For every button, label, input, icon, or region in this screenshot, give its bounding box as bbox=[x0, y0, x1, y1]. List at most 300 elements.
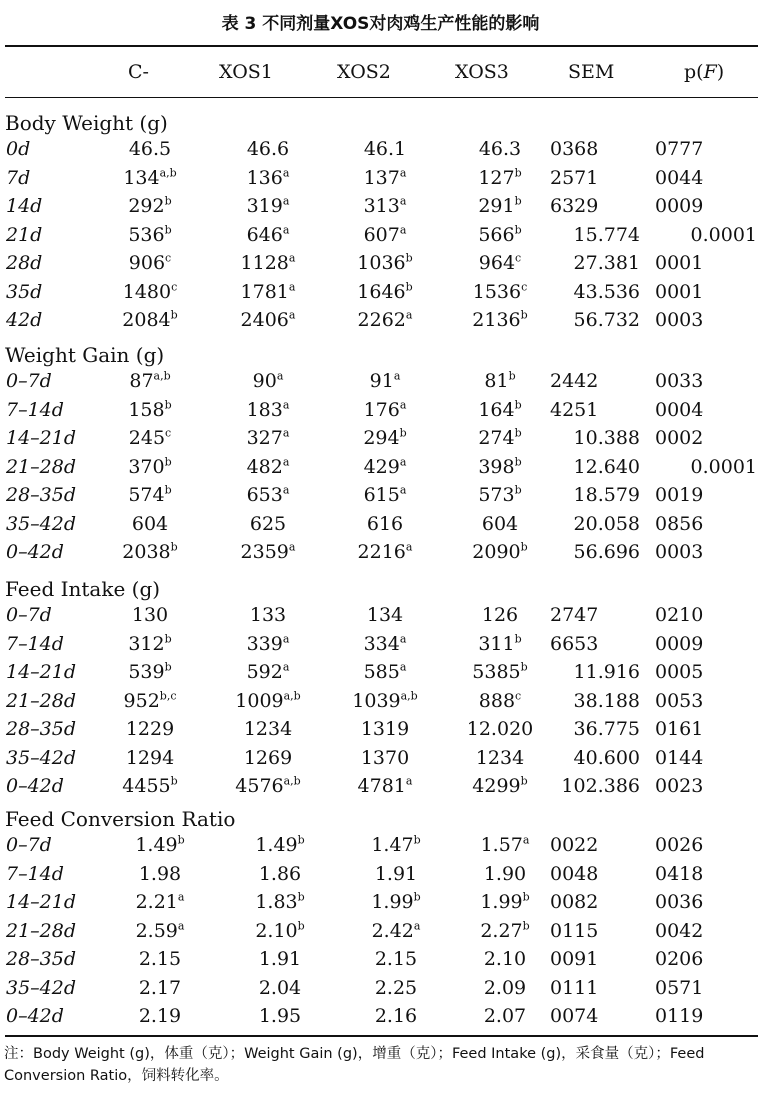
row-label: 28d bbox=[6, 252, 43, 274]
p-value-cell: 0206 bbox=[655, 948, 704, 970]
data-cell bbox=[250, 601, 286, 629]
data-cell bbox=[358, 772, 413, 800]
sem-cell: 4251 bbox=[550, 398, 599, 421]
data-cell bbox=[484, 860, 526, 888]
cell-value: 5385 bbox=[472, 661, 521, 683]
header-xos1: XOS1 bbox=[219, 61, 273, 83]
top-rule bbox=[5, 45, 758, 47]
data-cell bbox=[478, 630, 521, 658]
header-xos3: XOS3 bbox=[455, 61, 509, 83]
cell-value: 2.17 bbox=[138, 976, 182, 999]
table-row bbox=[0, 538, 761, 566]
data-cell bbox=[467, 715, 533, 743]
significance-superscript: b bbox=[508, 369, 516, 383]
section-title: Feed Conversion Ratio bbox=[5, 807, 236, 831]
data-cell bbox=[122, 772, 177, 800]
significance-superscript: b bbox=[514, 632, 522, 646]
cell-value: 2.10 bbox=[483, 948, 527, 970]
data-cell bbox=[259, 945, 301, 973]
data-cell bbox=[255, 831, 304, 859]
data-cell bbox=[250, 510, 286, 538]
table-row bbox=[0, 135, 761, 163]
data-cell bbox=[478, 164, 521, 192]
significance-superscript: a bbox=[177, 890, 185, 904]
cell-value: 127 bbox=[478, 166, 515, 189]
data-cell bbox=[479, 249, 521, 277]
table-caption: 表 3 不同剂量XOS对肉鸡生产性能的影响 bbox=[221, 14, 540, 34]
significance-superscript: a bbox=[522, 833, 530, 847]
cell-value: 539 bbox=[128, 661, 165, 683]
cell-value: 130 bbox=[131, 604, 169, 626]
significance-superscript: a bbox=[413, 919, 421, 933]
cell-value: 2.59 bbox=[135, 919, 178, 942]
section-header bbox=[0, 109, 761, 137]
cell-value: 2.25 bbox=[374, 976, 418, 999]
cell-value: 4455 bbox=[122, 775, 171, 797]
p-value-cell: 0418 bbox=[655, 862, 704, 885]
table-row bbox=[0, 510, 761, 538]
cell-value: 1370 bbox=[360, 746, 410, 769]
significance-superscript: b bbox=[413, 833, 421, 847]
significance-superscript: a bbox=[177, 919, 185, 933]
significance-superscript: b bbox=[164, 483, 172, 497]
significance-superscript: a bbox=[405, 540, 413, 554]
p-value-cell: 0.0001 bbox=[690, 223, 757, 246]
significance-superscript: a bbox=[399, 166, 407, 180]
p-value-cell: 0777 bbox=[655, 138, 704, 160]
data-cell bbox=[241, 278, 296, 306]
cell-value: 2262 bbox=[357, 309, 406, 331]
significance-superscript: a bbox=[399, 194, 407, 208]
data-cell bbox=[247, 164, 290, 192]
cell-value: 1009 bbox=[235, 689, 284, 712]
data-cell bbox=[482, 601, 518, 629]
significance-superscript: a bbox=[282, 660, 290, 674]
cell-value: 2359 bbox=[240, 541, 289, 563]
table-row bbox=[0, 687, 761, 715]
significance-superscript: c bbox=[515, 689, 522, 703]
data-cell bbox=[126, 715, 174, 743]
data-cell bbox=[247, 630, 290, 658]
table-row bbox=[0, 453, 761, 481]
sem-cell: 0048 bbox=[550, 862, 599, 885]
data-cell bbox=[364, 396, 407, 424]
significance-superscript: b bbox=[297, 890, 305, 904]
data-cell bbox=[478, 481, 521, 509]
table-row bbox=[0, 831, 761, 859]
significance-superscript: b,c bbox=[159, 689, 177, 703]
data-cell bbox=[244, 744, 292, 772]
significance-superscript: b bbox=[164, 223, 172, 237]
row-label: 21–28d bbox=[6, 455, 77, 478]
table-row bbox=[0, 974, 761, 1002]
table-row bbox=[0, 367, 761, 395]
data-cell bbox=[480, 917, 529, 945]
data-cell bbox=[476, 744, 524, 772]
cell-value: 604 bbox=[481, 512, 519, 535]
cell-value: 625 bbox=[249, 512, 287, 535]
table-row bbox=[0, 744, 761, 772]
cell-value: 1781 bbox=[240, 280, 289, 303]
sem-cell: 40.600 bbox=[573, 746, 640, 769]
data-cell bbox=[364, 135, 406, 163]
section-title: Body Weight (g) bbox=[5, 111, 168, 135]
table-row bbox=[0, 772, 761, 800]
cell-value: 2406 bbox=[240, 309, 289, 331]
cell-value: 334 bbox=[363, 632, 400, 655]
cell-value: 585 bbox=[363, 661, 400, 683]
p-value-cell: 0036 bbox=[655, 891, 704, 913]
cell-value: 46.6 bbox=[246, 138, 290, 160]
header-p-f: p(F) bbox=[684, 61, 725, 83]
cell-value: 319 bbox=[246, 195, 283, 217]
significance-superscript: a bbox=[282, 223, 290, 237]
cell-value: 294 bbox=[363, 427, 400, 449]
data-cell bbox=[139, 974, 181, 1002]
cell-value: 604 bbox=[131, 512, 169, 535]
data-cell bbox=[235, 772, 300, 800]
significance-superscript: b bbox=[170, 540, 178, 554]
cell-value: 81 bbox=[484, 370, 509, 392]
cell-value: 566 bbox=[478, 223, 515, 246]
significance-superscript: a bbox=[399, 660, 407, 674]
p-value-cell: 0053 bbox=[655, 689, 704, 712]
data-cell bbox=[481, 831, 530, 859]
data-cell bbox=[128, 396, 171, 424]
significance-superscript: a bbox=[405, 308, 413, 322]
p-value-cell: 0161 bbox=[655, 718, 704, 740]
sem-cell: 18.579 bbox=[573, 484, 640, 506]
p-value-cell: 0044 bbox=[655, 166, 704, 189]
row-label: 7–14d bbox=[6, 862, 64, 885]
cell-value: 2090 bbox=[472, 541, 521, 563]
data-cell bbox=[484, 367, 515, 395]
data-cell bbox=[128, 630, 171, 658]
data-cell bbox=[235, 687, 300, 715]
table-row bbox=[0, 306, 761, 334]
data-cell bbox=[128, 453, 171, 481]
cell-value: 327 bbox=[246, 427, 283, 449]
table-row bbox=[0, 396, 761, 424]
data-cell bbox=[478, 192, 521, 220]
cell-value: 2.10 bbox=[255, 919, 298, 942]
significance-superscript: a,b bbox=[153, 369, 171, 383]
cell-value: 536 bbox=[128, 223, 165, 246]
cell-value: 12.020 bbox=[466, 718, 534, 740]
data-cell bbox=[364, 221, 407, 249]
data-cell bbox=[241, 249, 296, 277]
cell-value: 4781 bbox=[357, 775, 406, 797]
cell-value: 87 bbox=[129, 370, 154, 392]
significance-superscript: b bbox=[514, 398, 522, 412]
cell-value: 133 bbox=[249, 604, 287, 626]
data-cell bbox=[371, 831, 420, 859]
row-label: 0–7d bbox=[6, 370, 52, 392]
table-row bbox=[0, 860, 761, 888]
cell-value: 952 bbox=[123, 689, 160, 712]
cell-value: 1269 bbox=[243, 746, 293, 769]
bottom-rule bbox=[5, 1035, 758, 1037]
p-value-cell: 0033 bbox=[655, 370, 704, 392]
p-value-cell: 0042 bbox=[655, 919, 704, 942]
data-cell bbox=[484, 945, 526, 973]
sem-cell: 12.640 bbox=[573, 455, 640, 478]
cell-value: 2.07 bbox=[483, 1005, 527, 1027]
data-cell bbox=[255, 917, 304, 945]
data-cell bbox=[122, 538, 177, 566]
data-cell bbox=[136, 917, 185, 945]
data-cell bbox=[482, 510, 518, 538]
cell-value: 573 bbox=[478, 484, 515, 506]
p-value-cell: 0144 bbox=[655, 746, 704, 769]
sem-cell: 11.916 bbox=[573, 661, 640, 683]
data-cell bbox=[478, 453, 521, 481]
data-cell bbox=[124, 687, 177, 715]
row-label: 28–35d bbox=[6, 484, 77, 506]
header-sem: SEM bbox=[568, 61, 615, 83]
significance-superscript: a bbox=[282, 632, 290, 646]
cell-value: 2.19 bbox=[138, 1005, 182, 1027]
table-row bbox=[0, 249, 761, 277]
cell-value: 274 bbox=[478, 427, 515, 449]
table-row bbox=[0, 658, 761, 686]
row-label: 14–21d bbox=[6, 427, 77, 449]
significance-superscript: a bbox=[288, 251, 296, 265]
data-cell bbox=[364, 630, 407, 658]
table-row bbox=[0, 424, 761, 452]
sem-cell: 10.388 bbox=[573, 427, 640, 449]
data-cell bbox=[123, 278, 178, 306]
cell-value: 1646 bbox=[357, 280, 406, 303]
data-cell bbox=[259, 974, 301, 1002]
data-cell bbox=[357, 278, 412, 306]
cell-value: 646 bbox=[246, 223, 283, 246]
data-cell bbox=[136, 888, 185, 916]
significance-superscript: a,b bbox=[283, 774, 301, 788]
cell-value: 1.98 bbox=[138, 862, 182, 885]
data-cell bbox=[479, 687, 521, 715]
row-label: 21–28d bbox=[6, 689, 77, 712]
data-cell bbox=[478, 221, 521, 249]
significance-superscript: b bbox=[164, 660, 172, 674]
p-value-cell: 0001 bbox=[655, 252, 704, 274]
data-cell bbox=[247, 453, 290, 481]
sem-cell: 56.732 bbox=[573, 309, 640, 331]
cell-value: 164 bbox=[478, 398, 515, 421]
row-label: 35–42d bbox=[6, 512, 77, 535]
row-label: 28–35d bbox=[6, 718, 77, 740]
cell-value: 311 bbox=[478, 632, 515, 655]
table-row bbox=[0, 945, 761, 973]
significance-superscript: b bbox=[514, 223, 522, 237]
data-cell bbox=[478, 396, 521, 424]
cell-value: 398 bbox=[478, 455, 515, 478]
row-label: 0d bbox=[6, 138, 31, 160]
data-cell bbox=[128, 481, 171, 509]
significance-superscript: b bbox=[170, 308, 178, 322]
row-label: 14–21d bbox=[6, 661, 77, 683]
significance-superscript: b bbox=[297, 833, 305, 847]
significance-superscript: b bbox=[164, 194, 172, 208]
cell-value: 906 bbox=[128, 252, 166, 274]
p-value-cell: 0.0001 bbox=[690, 455, 757, 478]
significance-superscript: b bbox=[164, 455, 172, 469]
significance-superscript: b bbox=[520, 308, 528, 322]
p-value-cell: 0001 bbox=[655, 280, 704, 303]
cell-value: 2216 bbox=[357, 541, 406, 563]
cell-value: 1.91 bbox=[374, 862, 418, 885]
cell-value: 1.90 bbox=[483, 862, 527, 885]
data-cell bbox=[484, 1002, 526, 1030]
table-row bbox=[0, 917, 761, 945]
sem-cell: 0074 bbox=[550, 1005, 599, 1027]
data-cell bbox=[259, 860, 301, 888]
cell-value: 607 bbox=[363, 223, 400, 246]
cell-value: 245 bbox=[128, 427, 166, 449]
significance-superscript: b bbox=[177, 833, 185, 847]
row-label: 0–42d bbox=[6, 775, 64, 797]
data-cell bbox=[128, 221, 171, 249]
cell-value: 291 bbox=[478, 195, 515, 217]
header-c-minus: C- bbox=[128, 61, 149, 83]
significance-superscript: a,b bbox=[283, 689, 301, 703]
data-cell bbox=[364, 192, 407, 220]
data-cell bbox=[132, 601, 168, 629]
data-cell bbox=[364, 481, 407, 509]
sem-cell: 15.774 bbox=[573, 223, 640, 246]
significance-superscript: a bbox=[282, 166, 290, 180]
cell-value: 46.3 bbox=[478, 138, 522, 160]
data-cell bbox=[244, 715, 292, 743]
sem-cell: 56.696 bbox=[573, 541, 640, 563]
significance-superscript: b bbox=[514, 455, 522, 469]
data-cell bbox=[479, 135, 521, 163]
section-title: Feed Intake (g) bbox=[5, 577, 161, 601]
row-label: 35–42d bbox=[6, 746, 77, 769]
cell-value: 888 bbox=[478, 689, 516, 712]
significance-superscript: a bbox=[399, 632, 407, 646]
data-cell bbox=[247, 658, 290, 686]
data-cell bbox=[247, 135, 289, 163]
sem-cell: 36.775 bbox=[573, 718, 640, 740]
data-cell bbox=[370, 367, 401, 395]
cell-value: 2084 bbox=[122, 309, 171, 331]
table-row bbox=[0, 715, 761, 743]
cell-value: 2136 bbox=[472, 309, 521, 331]
significance-superscript: b bbox=[520, 540, 528, 554]
cell-value: 429 bbox=[363, 455, 400, 478]
data-cell bbox=[139, 1002, 181, 1030]
data-cell bbox=[472, 772, 527, 800]
p-value-cell: 0002 bbox=[655, 427, 704, 449]
sem-cell: 0115 bbox=[550, 919, 599, 942]
data-cell bbox=[371, 888, 420, 916]
cell-value: 1229 bbox=[125, 718, 175, 740]
data-cell bbox=[358, 538, 413, 566]
significance-superscript: a bbox=[288, 540, 296, 554]
cell-value: 574 bbox=[128, 484, 165, 506]
sem-cell: 0091 bbox=[550, 948, 599, 970]
cell-value: 339 bbox=[246, 632, 283, 655]
sem-cell: 0368 bbox=[550, 138, 599, 160]
sem-cell: 27.381 bbox=[573, 252, 640, 274]
table-note: 注：Body Weight (g)，体重（克）；Weight Gain (g)，增重（克）；Feed Intake (g)，采食量（克）；Feed Conversion Ratio，饲料转化率。 bbox=[4, 1046, 705, 1084]
row-label: 28–35d bbox=[6, 948, 77, 970]
data-cell bbox=[375, 860, 417, 888]
data-cell bbox=[480, 888, 529, 916]
sem-cell: 38.188 bbox=[573, 689, 640, 712]
data-cell bbox=[361, 715, 409, 743]
p-value-cell: 0019 bbox=[655, 484, 704, 506]
cell-value: 1294 bbox=[125, 746, 175, 769]
cell-value: 1.49 bbox=[135, 834, 178, 856]
data-cell bbox=[122, 306, 177, 334]
significance-superscript: a bbox=[282, 426, 290, 440]
sem-cell: 20.058 bbox=[573, 512, 640, 535]
p-value-cell: 0003 bbox=[655, 541, 704, 563]
data-cell bbox=[128, 658, 171, 686]
cell-value: 482 bbox=[246, 455, 283, 478]
significance-superscript: b bbox=[514, 166, 522, 180]
cell-value: 592 bbox=[246, 661, 283, 683]
cell-value: 1.47 bbox=[371, 834, 414, 856]
significance-superscript: b bbox=[164, 632, 172, 646]
cell-value: 176 bbox=[363, 398, 400, 421]
sem-cell: 0022 bbox=[550, 834, 599, 856]
table-row bbox=[0, 1002, 761, 1030]
cell-value: 312 bbox=[128, 632, 165, 655]
cell-value: 313 bbox=[363, 195, 400, 217]
significance-superscript: b bbox=[520, 660, 528, 674]
p-value-cell: 0026 bbox=[655, 834, 704, 856]
cell-value: 136 bbox=[246, 166, 283, 189]
cell-value: 653 bbox=[246, 484, 283, 506]
significance-superscript: b bbox=[522, 890, 530, 904]
data-cell bbox=[472, 538, 527, 566]
cell-value: 91 bbox=[369, 370, 394, 392]
row-label: 0–7d bbox=[6, 834, 52, 856]
data-cell bbox=[372, 917, 421, 945]
significance-superscript: a bbox=[288, 280, 296, 294]
cell-value: 1.86 bbox=[258, 862, 302, 885]
data-cell bbox=[375, 1002, 417, 1030]
significance-superscript: a bbox=[282, 455, 290, 469]
data-cell bbox=[247, 396, 290, 424]
sem-cell: 2571 bbox=[550, 166, 599, 189]
data-cell bbox=[135, 831, 184, 859]
significance-superscript: b bbox=[514, 426, 522, 440]
cell-value: 183 bbox=[246, 398, 283, 421]
row-label: 7d bbox=[6, 166, 31, 189]
p-value-cell: 0005 bbox=[655, 661, 704, 683]
data-cell bbox=[247, 424, 290, 452]
cell-value: 2038 bbox=[122, 541, 171, 563]
data-cell bbox=[247, 221, 290, 249]
significance-superscript: a bbox=[405, 774, 413, 788]
significance-superscript: a bbox=[399, 483, 407, 497]
row-label: 7–14d bbox=[6, 398, 64, 421]
cell-value: 1.99 bbox=[480, 891, 523, 913]
data-cell bbox=[357, 249, 412, 277]
significance-superscript: b bbox=[413, 890, 421, 904]
significance-superscript: c bbox=[165, 251, 172, 265]
data-cell bbox=[363, 424, 406, 452]
data-cell bbox=[129, 367, 170, 395]
table-row bbox=[0, 481, 761, 509]
section-header bbox=[0, 575, 761, 603]
data-cell bbox=[241, 306, 296, 334]
significance-superscript: a bbox=[282, 398, 290, 412]
